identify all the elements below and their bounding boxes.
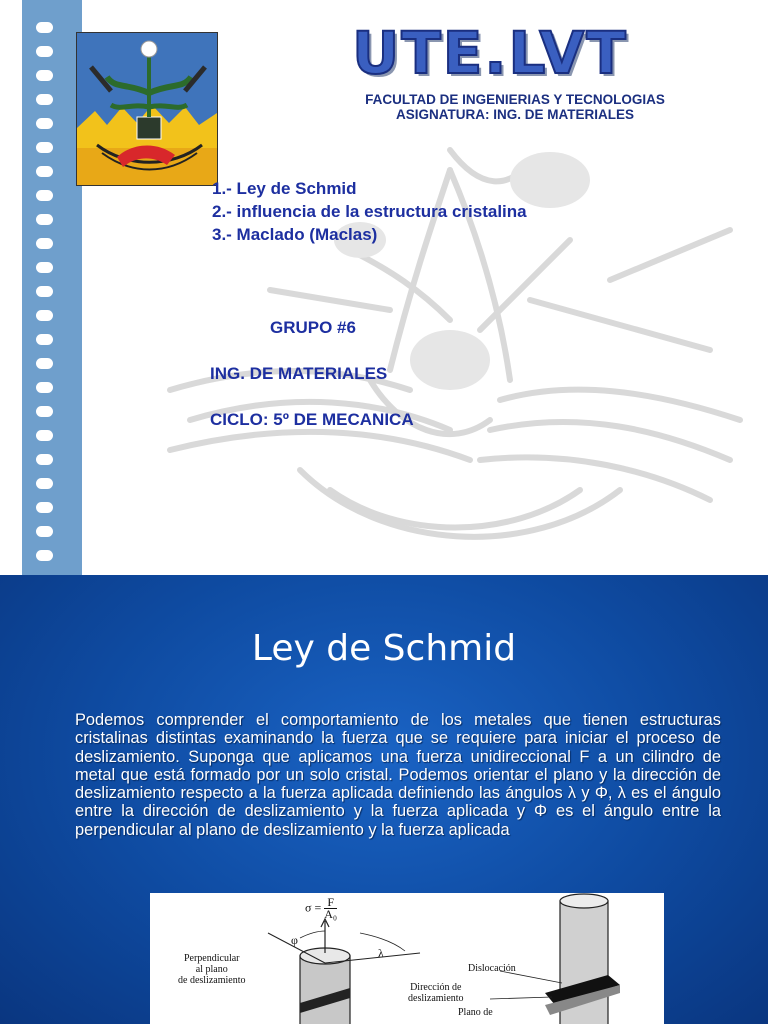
formula-numerator: F [324,897,337,909]
group-label: GRUPO #6 [270,318,356,337]
formula-lhs: σ = [305,900,322,915]
lambda-symbol: λ [378,946,384,960]
spiral-ring [36,22,53,33]
subtitle-line: ASIGNATURA: ING. DE MATERIALES [396,107,634,122]
spiral-ring [36,502,53,513]
stress-formula [305,897,337,920]
spiral-ring [36,190,53,201]
label-line: Perpendicular [183,953,240,964]
spiral-ring [36,550,53,561]
spiral-ring [36,382,53,393]
label-dislocation: Dislocación [468,963,516,974]
phi-symbol: φ [291,933,298,947]
topic-item: 3.- Maclado (Maclas) [212,225,378,244]
slide-title: Ley de Schmid [251,628,517,669]
spiral-ring [36,406,53,417]
spiral-ring [36,118,53,129]
spiral-ring [36,214,53,225]
course-label: ING. DE MATERIALES [210,364,388,383]
label-line: de deslizamiento [178,975,246,986]
content-slide [0,575,768,1024]
label-slip-plane: Plano de [458,1007,493,1018]
topic-item: 2.- influencia de la estructura cristalina [212,202,527,221]
spiral-ring [36,478,53,489]
subtitle-line: FACULTAD DE INGENIERIAS Y TECNOLOGIAS [365,92,665,107]
spiral-ring [36,334,53,345]
label-line: al plano [195,964,228,975]
label-line: deslizamiento [408,993,464,1004]
brand-wordmark: UTE.LVT [352,19,628,87]
university-crest-logo [76,32,218,186]
faculty-subtitle [300,92,730,122]
cycle-label: CICLO: 5º DE MECANICA [210,410,414,429]
spiral-ring [36,454,53,465]
spiral-ring [36,70,53,81]
slide-paragraph: Podemos comprender el comportamiento de los metales que tienen estructuras cristalinas distintas examinando la fuerza que se requiere para iniciar el proceso de deslizamiento. Suponga que aplicamos una fuerza unidireccional F a un cilindro de metal que está formado por un solo cristal. Podemos orientar el plano y la dirección de deslizamiento respecto a la fuerza aplicada definiendo las ángulos λ y Φ, λ es el ángulo entre la dirección de deslizamiento y la fuerza aplicada y Φ es el ángulo entre la perpendicular al plano de deslizamiento y la fuerza aplicada [75,711,721,839]
spiral-ring [36,46,53,57]
spiral-ring [36,286,53,297]
label-perpendicular [178,953,245,986]
spiral-ring [36,430,53,441]
spiral-ring [36,262,53,273]
spiral-ring [36,358,53,369]
spiral-ring [36,526,53,537]
topic-item: 1.- Ley de Schmid [212,179,357,198]
spiral-ring [36,166,53,177]
schmid-law-diagram [150,893,664,1024]
spiral-ring [36,142,53,153]
spiral-ring [36,94,53,105]
spiral-ring [36,238,53,249]
label-line: Dirección de [410,982,462,993]
label-slip-direction [408,982,464,1004]
formula-denominator: A₀ [324,907,338,921]
spiral-ring [36,310,53,321]
